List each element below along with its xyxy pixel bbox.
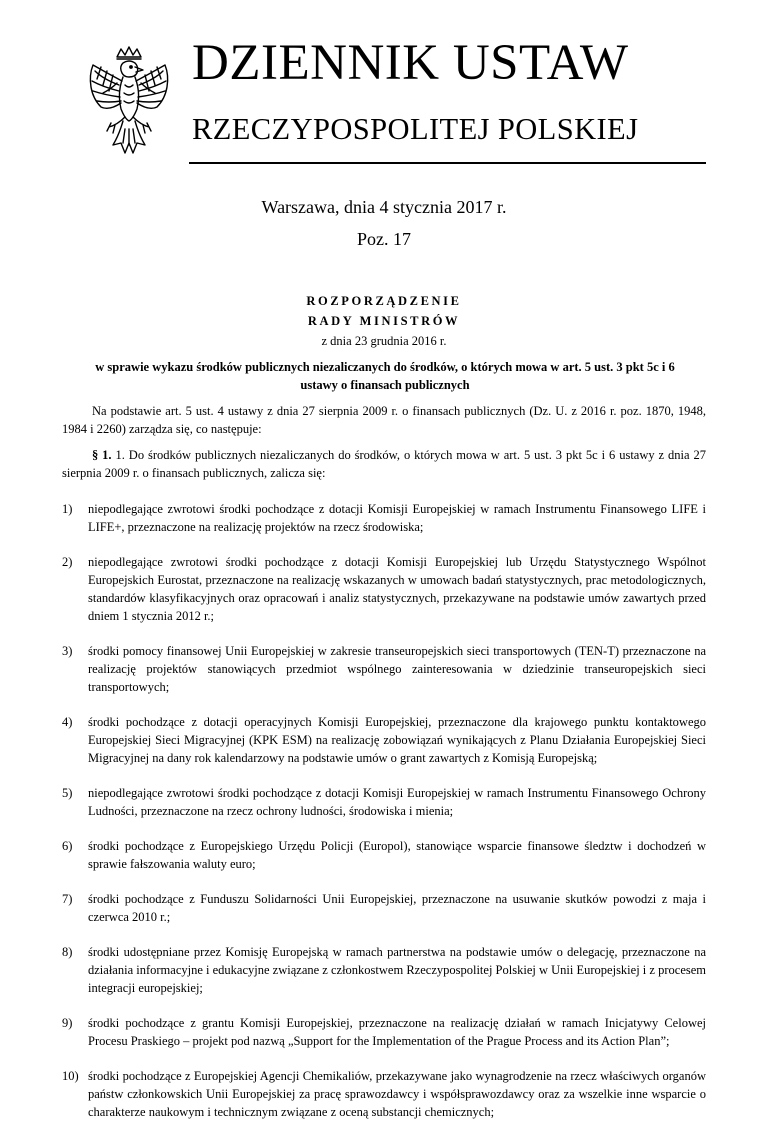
section-1-text: 1. Do środków publicznych niezaliczanych do środków, o których mowa w art. 5 ust. 3 pkt 5c i 6 ustawy z dnia 27 sierpnia 2009 r. o finansach publicznych, zalicza się: bbox=[62, 448, 706, 480]
list-item-text: środki pochodzące z Europejskiego Urzędu Policji (Europol), stanowiące wsparcie finansowe śledztw i dochodzeń w sprawie fałszowania waluty euro; bbox=[88, 839, 706, 871]
list-item-text: środki pochodzące z grantu Komisji Europejskiej, przeznaczone na realizację działań w ramach Inicjatywy Celowej Procesu Praskiego – projekt pod nazwą „Support for the Implementation of the Prague Process and its Action Plan”; bbox=[88, 1016, 706, 1048]
issue-date: Warszawa, dnia 4 stycznia 2017 r. bbox=[261, 197, 507, 217]
list-item bbox=[62, 784, 706, 820]
white-eagle-emblem-icon bbox=[83, 45, 175, 163]
journal-title: DZIENNIK USTAW bbox=[192, 35, 629, 91]
list-item bbox=[62, 837, 706, 873]
list-item-text: środki pomocy finansowej Unii Europejskiej w zakresie transeuropejskich sieci transportowych (TEN-T) przeznaczone na realizację projektów stanowiących przedmiot wspólnego zainteresowania w dziedzinie transeuropejskich sieci transportowych; bbox=[88, 644, 706, 694]
act-subject: w sprawie wykazu środków publicznych niezaliczanych do środków, o których mowa w art. 5 ust. 3 pkt 5c i 6 ustawy o finansach publicznych bbox=[95, 360, 675, 392]
list-item-number: 4) bbox=[62, 715, 73, 729]
journal-subtitle: RZECZYPOSPOLITEJ POLSKIEJ bbox=[192, 112, 639, 146]
list-item-text: środki pochodzące z Funduszu Solidarności Unii Europejskiej, przeznaczone na usuwanie skutków powodzi z maja i czerwca 2010 r.; bbox=[88, 892, 706, 924]
position-number: Poz. 17 bbox=[357, 229, 411, 249]
list-item-text: niepodlegające zwrotowi środki pochodzące z dotacji Komisji Europejskiej w ramach Instrumentu Finansowego LIFE i LIFE+, przeznaczone na realizację projektów na rzecz środowiska; bbox=[88, 502, 706, 534]
list-item-number: 5) bbox=[62, 786, 73, 800]
act-type-heading: ROZPORZĄDZENIE bbox=[306, 294, 462, 308]
list-item-number: 3) bbox=[62, 644, 73, 658]
list-item bbox=[62, 553, 706, 625]
list-item-text: niepodlegające zwrotowi środki pochodzące z dotacji Komisji Europejskiej w ramach Instrumentu Finansowego Ochrony Ludności, przeznaczone na rzecz ochrony ludności, środowiska i mienia; bbox=[88, 786, 706, 818]
list-item bbox=[62, 890, 706, 926]
list-item-text: środki pochodzące z dotacji operacyjnych Komisji Europejskiej, przeznaczone dla krajowego punktu kontaktowego Europejskiej Sieci Migracyjnej (KPK ESM) na realizację zobowiązań wynikających z Planu Działania Europejskiej Sieci Migracyjnej na dany rok kalendarzowy na podstawie umów o grant zawartych z Komisją Europejską; bbox=[88, 715, 706, 765]
list-item bbox=[62, 1067, 706, 1121]
masthead-divider bbox=[189, 162, 706, 164]
act-date: z dnia 23 grudnia 2016 r. bbox=[321, 334, 447, 348]
list-item bbox=[62, 642, 706, 696]
list-item bbox=[62, 713, 706, 767]
list-item-number: 6) bbox=[62, 839, 73, 853]
list-item-number: 8) bbox=[62, 945, 73, 959]
list-item-text: środki pochodzące z Europejskiej Agencji Chemikaliów, przekazywane jako wynagrodzenie na rzecz właściwych organów państw członkowskich Unii Europejskiej za pracę sprawozdawcy i współsprawozdawcy oraz za wszelkie inne wsparcie o charakterze naukowym i technicznym związane z oceną substancji chemicznych; bbox=[88, 1069, 706, 1119]
list-item-number: 9) bbox=[62, 1016, 73, 1030]
legal-basis-paragraph: Na podstawie art. 5 ust. 4 ustawy z dnia 27 sierpnia 2009 r. o finansach publicznych (Dz. U. z 2016 r. poz. 1870, 1948, 1984 i 2260) zarządza się, co następuje: bbox=[62, 404, 706, 436]
list-item bbox=[62, 943, 706, 997]
list-item-number: 2) bbox=[62, 555, 73, 569]
list-item bbox=[62, 500, 706, 536]
section-mark: § 1. bbox=[92, 448, 112, 462]
list-item-number: 10) bbox=[62, 1069, 79, 1083]
list-item bbox=[62, 1014, 706, 1050]
list-item-text: środki udostępniane przez Komisję Europejską w ramach partnerstwa na podstawie umów o delegację, przeznaczone na działania informacyjne i edukacyjne związane z członkostwem Rzeczypospolitej Polskiej w Unii Europejskiej i z procesem integracji europejskiej; bbox=[88, 945, 706, 995]
act-issuer-heading: RADY MINISTRÓW bbox=[307, 314, 461, 328]
funds-list bbox=[62, 500, 706, 1138]
list-item-text: niepodlegające zwrotowi środki pochodzące z dotacji Komisji Europejskiej lub Urzędu Statystycznego Wspólnot Europejskich Eurostat, przeznaczone na realizację wskazanych w umowach badań statystycznych, prac metodologicznych, standardów klasyfikacyjnych oraz opracowań i analiz statystycznych, przekazywane na podstawie umów zawartych przed dniem 1 stycznia 2012 r.; bbox=[88, 555, 706, 623]
list-item-number: 7) bbox=[62, 892, 73, 906]
list-item-number: 1) bbox=[62, 502, 73, 516]
section-1-paragraph bbox=[62, 446, 706, 482]
